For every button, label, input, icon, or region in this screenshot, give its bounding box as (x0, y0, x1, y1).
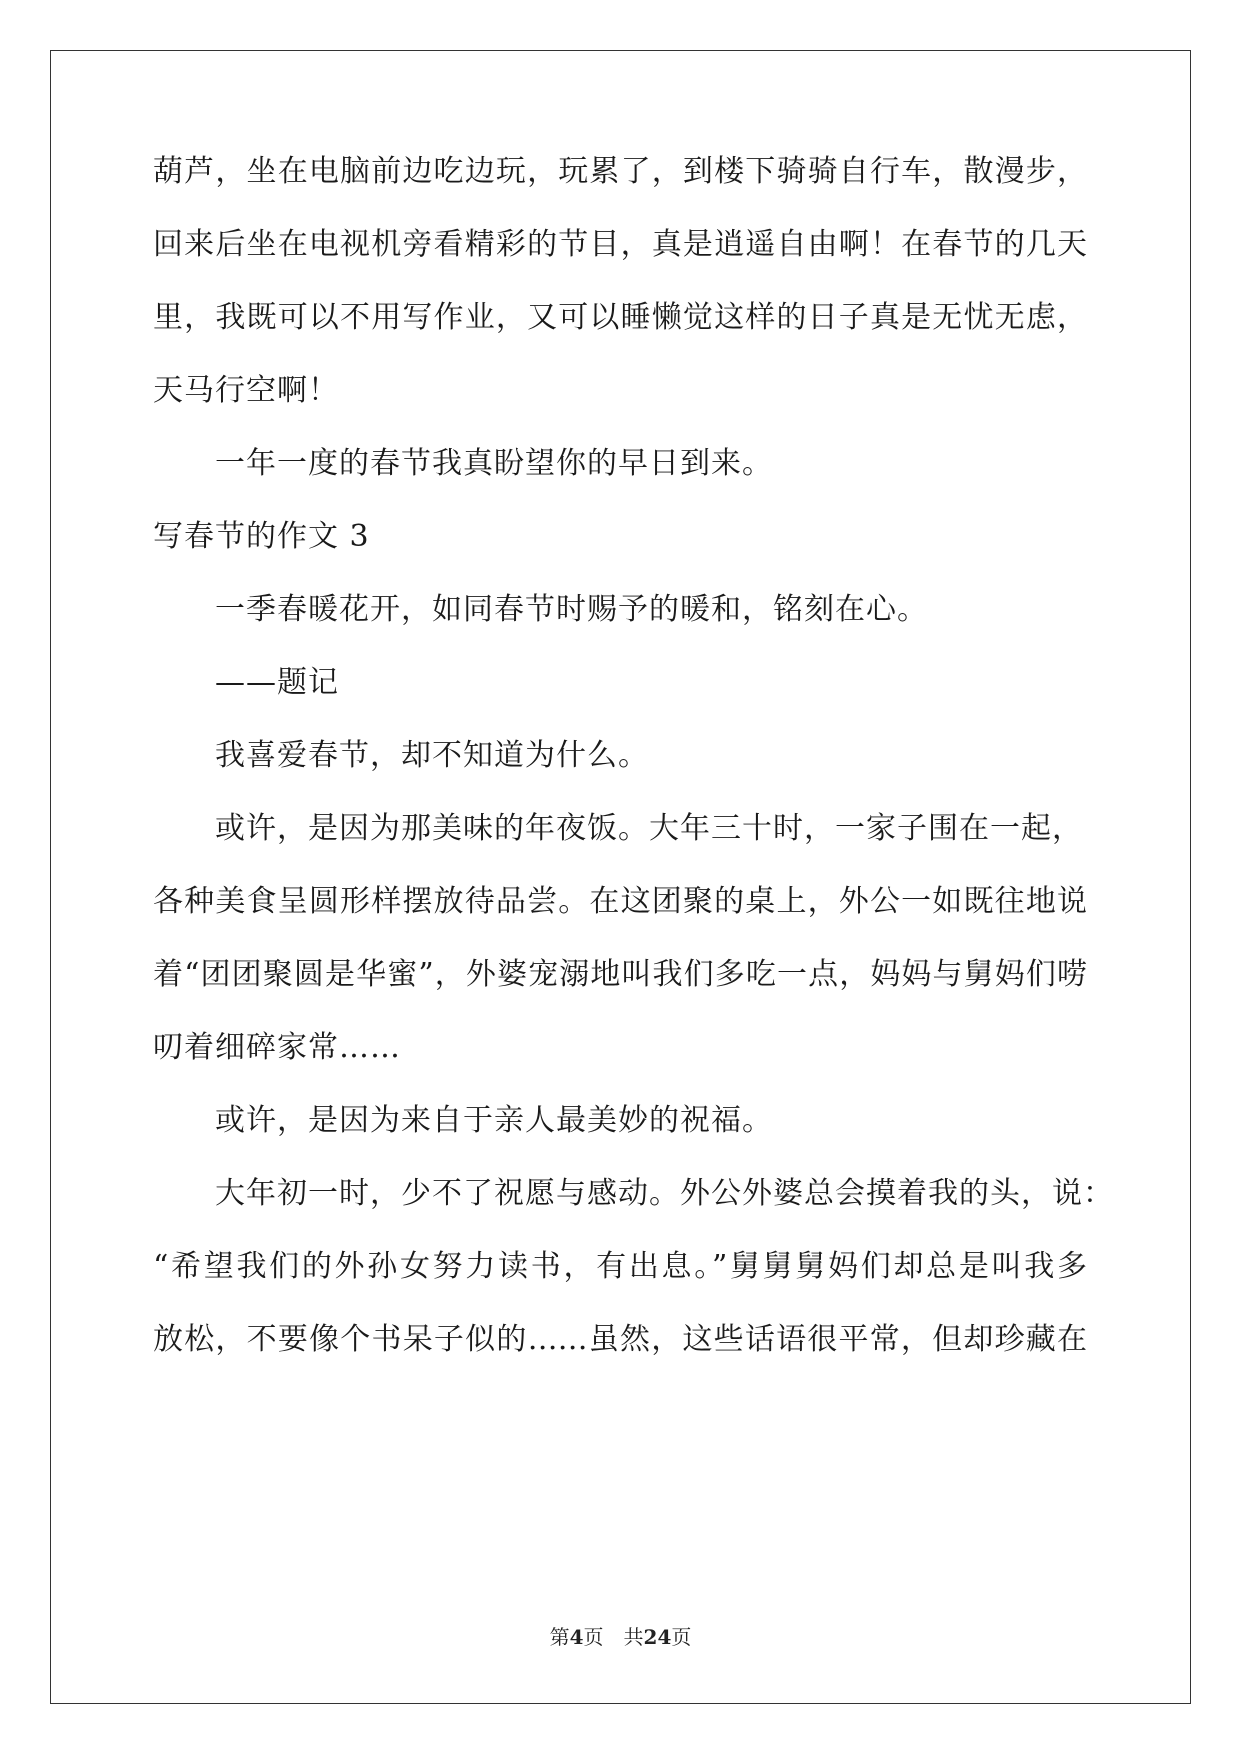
text-line: 叨着细碎家常…… (153, 1030, 401, 1065)
page-total: 24 (643, 1625, 672, 1649)
paragraph: 我喜爱春节，却不知道为什么。 (215, 738, 649, 773)
paragraph: 或许，是因为那美味的年夜饭。大年三十时，一家子围在一起， (215, 811, 1083, 846)
text-line: 天马行空啊！ (153, 373, 339, 408)
paragraph: 一年一度的春节我真盼望你的早日到来。 (215, 446, 773, 481)
text-line: “希望我们的外孙女努力读书，有出息。”舅舅舅妈们却总是叫我多 (153, 1249, 1087, 1284)
paragraph: 或许，是因为来自于亲人最美妙的祝福。 (215, 1103, 773, 1138)
text-line: 各种美食呈圆形样摆放待品尝。在这团聚的桌上，外公一如既往地说 (153, 884, 1087, 919)
page-footer (0, 1624, 1241, 1650)
page-prefix: 第 (549, 1625, 570, 1649)
page-current: 4 (569, 1625, 584, 1649)
text-line: 着“团团聚圆是华蜜”，外婆宠溺地叫我们多吃一点，妈妈与舅妈们唠 (153, 957, 1087, 992)
page-mid: 页 共 (583, 1625, 644, 1649)
text-line: 里，我既可以不用写作业，又可以睡懒觉这样的日子真是无忧无虑， (153, 300, 1087, 335)
text-line: 葫芦，坐在电脑前边吃边玩，玩累了，到楼下骑骑自行车，散漫步， (153, 154, 1087, 189)
text-line: 回来后坐在电视机旁看精彩的节目，真是逍遥自由啊！在春节的几天 (153, 227, 1087, 262)
text-line: 放松，不要像个书呆子似的……虽然，这些话语很平常，但却珍藏在 (153, 1322, 1087, 1357)
section-heading: 写春节的作文 3 (153, 519, 370, 554)
page-suffix: 页 (671, 1625, 692, 1649)
paragraph: 一季春暖花开，如同春节时赐予的暖和，铭刻在心。 (215, 592, 928, 627)
paragraph: 大年初一时，少不了祝愿与感动。外公外婆总会摸着我的头，说： (215, 1176, 1114, 1211)
epigraph-attribution: ——题记 (215, 665, 339, 700)
